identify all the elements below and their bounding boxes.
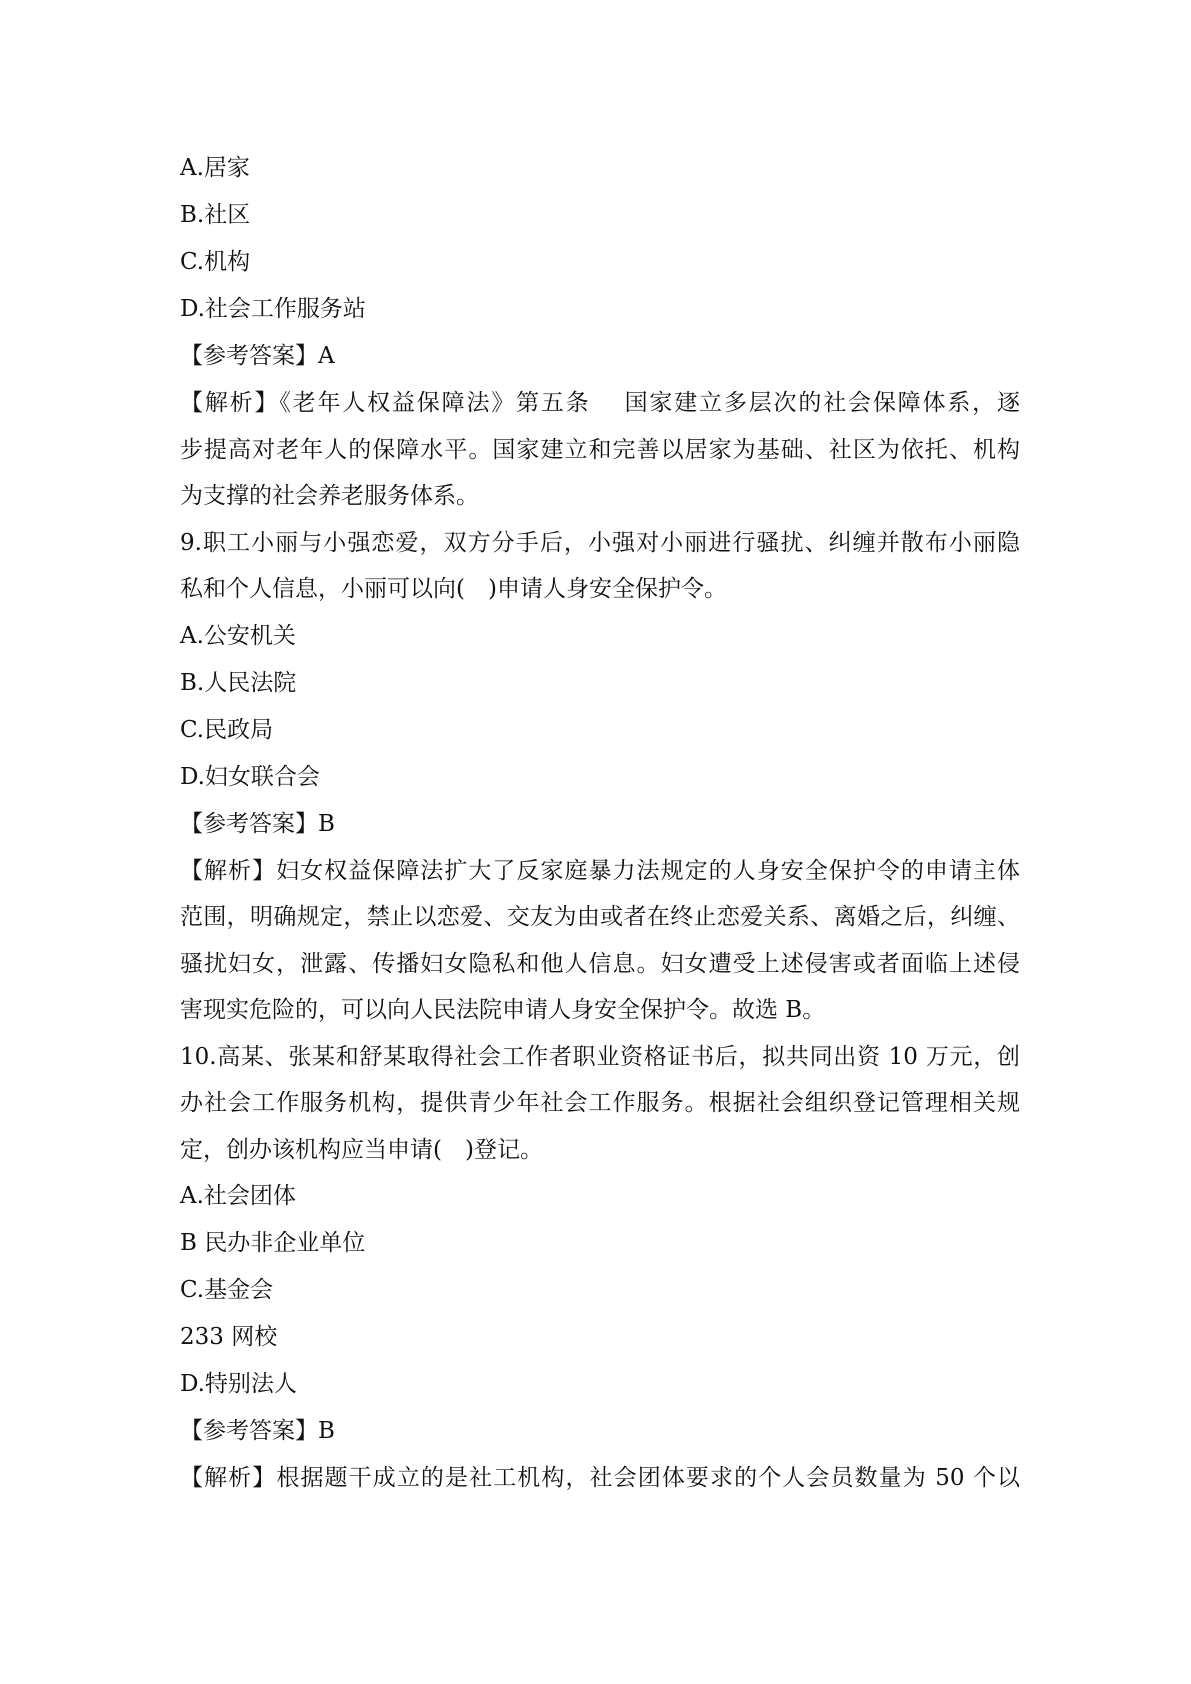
q8-analysis-line: 【解析】《老年人权益保障法》第五条 国家建立多层次的社会保障体系，逐 <box>180 390 1020 416</box>
q10-stem-line: 办社会工作服务机构，提供青少年社会工作服务。根据社会组织登记管理相关规 <box>180 1090 1020 1116</box>
q9-analysis-line: 【解析】妇女权益保障法扩大了反家庭暴力法规定的人身安全保护令的申请主体 <box>180 857 1020 884</box>
q10-option-c: C.基金会 <box>180 1277 274 1303</box>
q10-option-d: D.特别法人 <box>180 1371 297 1397</box>
q9-stem <box>180 520 1020 613</box>
q8-answer: 【参考答案】A <box>180 343 335 369</box>
q8-analysis <box>180 380 1020 520</box>
q8-analysis-line: 步提高对老年人的保障水平。国家建立和完善以居家为基础、社区为依托、机构 <box>180 436 1020 463</box>
q9-analysis <box>180 848 1020 1034</box>
q10-option-a: A.社会团体 <box>180 1183 296 1209</box>
q10-stem <box>180 1034 1020 1174</box>
q9-analysis-line: 害现实危险的，可以向人民法院申请人身安全保护令。故选 B。 <box>180 997 826 1023</box>
q9-option-c: C.民政局 <box>180 716 274 743</box>
q10-stem-line: 定，创办该机构应当申请( )登记。 <box>180 1136 543 1163</box>
q9-analysis-line: 骚扰妇女，泄露、传播妇女隐私和他人信息。妇女遭受上述侵害或者面临上述侵 <box>180 950 1020 977</box>
q10-analysis-line: 【解析】根据题干成立的是社工机构，社会团体要求的个人会员数量为 50 个以 <box>180 1465 1020 1491</box>
watermark-text: 233 网校 <box>180 1324 278 1350</box>
q8-analysis-line: 为支撑的社会养老服务体系。 <box>180 483 479 509</box>
q9-option-d: D.妇女联合会 <box>180 763 320 790</box>
q9-answer: 【参考答案】B <box>180 810 335 837</box>
q10-answer: 【参考答案】B <box>180 1418 335 1444</box>
q9-option-a: A.公安机关 <box>180 622 296 649</box>
q8-option-c: C.机构 <box>180 249 251 275</box>
q10-stem-line: 10.高某、张某和舒某取得社会工作者职业资格证书后，拟共同出资 10 万元，创 <box>180 1043 1020 1070</box>
q9-stem-line: 私和个人信息，小丽可以向( )申请人身安全保护令。 <box>180 576 727 602</box>
q9-option-b: B.人民法院 <box>180 669 297 696</box>
q9-analysis-line: 范围，明确规定，禁止以恋爱、交友为由或者在终止恋爱关系、离婚之后，纠缠、 <box>180 904 1020 930</box>
page-content <box>180 145 1020 1502</box>
q8-option-b: B.社区 <box>180 202 251 228</box>
q10-option-b: B 民办非企业单位 <box>180 1230 366 1256</box>
q9-stem-line: 9.职工小丽与小强恋爱，双方分手后，小强对小丽进行骚扰、纠缠并散布小丽隐 <box>180 529 1020 556</box>
q8-option-a: A.居家 <box>180 155 250 181</box>
q8-option-d: D.社会工作服务站 <box>180 296 366 322</box>
q10-analysis <box>180 1455 1020 1502</box>
